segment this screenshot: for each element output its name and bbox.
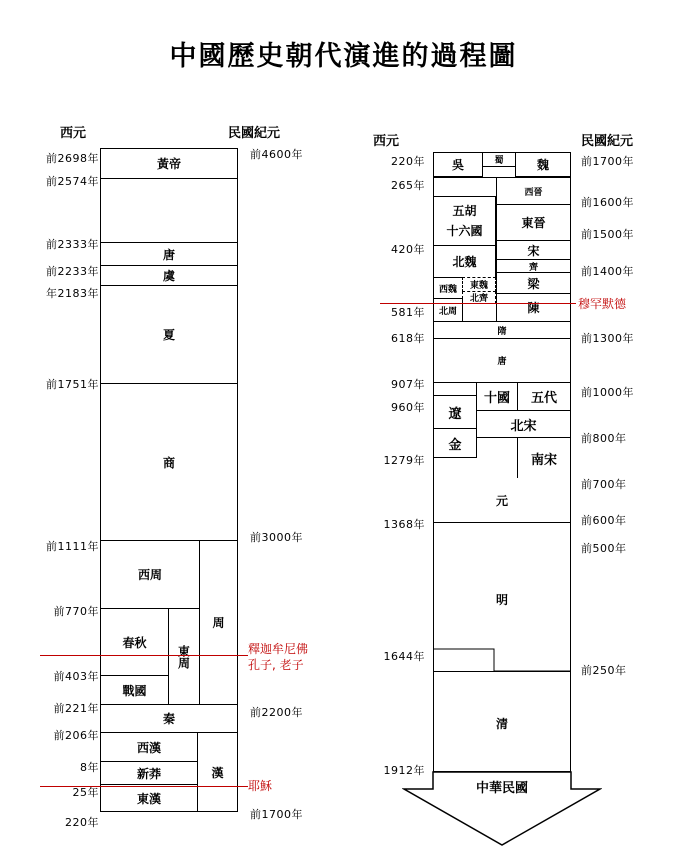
right-roc-label: 前250年 xyxy=(581,664,627,677)
left-roc-label: 前3000年 xyxy=(250,531,303,544)
dynasty-xizhou: 西周 xyxy=(100,540,200,609)
dynasty-liao: 遼 xyxy=(433,395,477,429)
right-ad-label: 420年 xyxy=(391,243,425,256)
dynasty-dongwei: 東魏 xyxy=(462,277,496,292)
dynasty-qin: 秦 xyxy=(100,704,238,733)
right-roc-label: 前1400年 xyxy=(581,265,634,278)
dynasty-wei: 魏 xyxy=(515,152,571,177)
left-ad-label: 220年 xyxy=(65,816,99,829)
dynasty-song: 宋 xyxy=(496,240,571,260)
dynasty-liang: 梁 xyxy=(496,272,571,294)
dynasty-wuhu-label: 五胡 xyxy=(452,204,477,218)
dynasty-qi: 齊 xyxy=(496,259,571,273)
left-ad-label: 前2233年 xyxy=(46,265,99,278)
ming-qing-boundary xyxy=(433,648,571,678)
right-roc-label: 前1500年 xyxy=(581,228,634,241)
dynasty-donghan: 東漢 xyxy=(100,784,198,812)
divider xyxy=(433,457,477,458)
right-ad-label: 907年 xyxy=(391,378,425,391)
right-ad-header: 西元 xyxy=(373,134,400,149)
dynasty-wuhu xyxy=(433,196,496,246)
red-marker-line xyxy=(40,655,248,656)
left-roc-label: 前1700年 xyxy=(250,808,303,821)
page-title: 中國歷史朝代演進的過程圖 xyxy=(169,41,518,72)
right-roc-label: 前1000年 xyxy=(581,386,634,399)
dynasty-han: 漢 xyxy=(197,732,238,812)
dynasty-chunqiu: 春秋 xyxy=(100,608,169,676)
right-ad-label: 960年 xyxy=(391,401,425,414)
dynasty-dongjin: 東晉 xyxy=(496,204,571,241)
dynasty-shu: 蜀 xyxy=(482,152,516,167)
left-ad-label: 前2333年 xyxy=(46,238,99,251)
annotation-muhanmode: 穆罕默德 xyxy=(578,297,627,311)
right-roc-label: 前700年 xyxy=(581,478,627,491)
red-marker-line xyxy=(380,303,576,304)
dynasty-ming: 明 xyxy=(433,522,571,672)
right-ad-label: 1368年 xyxy=(383,518,425,531)
dynasty-yuan: 元 xyxy=(433,478,571,523)
dynasty-tang: 唐 xyxy=(100,242,238,266)
right-ad-label: 1912年 xyxy=(383,764,425,777)
right-ad-label: 618年 xyxy=(391,332,425,345)
annotation-yesu: 耶穌 xyxy=(248,779,273,793)
dynasty-huangdi: 黃帝 xyxy=(100,148,238,179)
dynasty-zhonghua: 中華民國 xyxy=(475,780,528,796)
dynasty-xia: 夏 xyxy=(100,285,238,384)
dynasty-beiqi: 北齊 xyxy=(462,291,496,304)
dynasty-beisong: 北宋 xyxy=(476,410,571,438)
dynasty-beiwei: 北魏 xyxy=(433,245,496,278)
dynasty-jin: 金 xyxy=(433,428,477,458)
left-ad-label: 前2574年 xyxy=(46,175,99,188)
right-ad-label: 581年 xyxy=(391,306,425,319)
left-roc-header: 民國紀元 xyxy=(228,126,281,141)
dynasty-xiwei: 西魏 xyxy=(433,277,463,299)
annotation-shijia: 釋迦牟尼佛 xyxy=(248,642,309,656)
right-ad-label: 265年 xyxy=(391,179,425,192)
left-roc-label: 前2200年 xyxy=(250,706,303,719)
dynasty-zhou: 周 xyxy=(199,540,238,705)
dynasty-shiguo: 十國 xyxy=(476,382,518,411)
dynasty-sui: 隋 xyxy=(433,321,571,339)
left-ad-header: 西元 xyxy=(60,126,87,141)
left-ad-label: 25年 xyxy=(72,786,99,799)
dynasty-wu: 吳 xyxy=(433,152,483,177)
right-roc-label: 前800年 xyxy=(581,432,627,445)
left-ad-label: 前403年 xyxy=(53,670,99,683)
right-roc-label: 前500年 xyxy=(581,542,627,555)
right-roc-label: 前1300年 xyxy=(581,332,634,345)
red-marker-line xyxy=(40,786,248,787)
dynasty-zhanguo: 戰國 xyxy=(100,675,169,705)
left-ad-label: 年2183年 xyxy=(46,287,99,300)
left-ad-label: 前221年 xyxy=(53,702,99,715)
right-roc-header: 民國紀元 xyxy=(581,134,634,149)
left-ad-label: 8年 xyxy=(80,761,99,774)
left-ad-label: 前1751年 xyxy=(46,378,99,391)
dynasty-qing: 清 xyxy=(495,716,508,731)
dynasty-xijin: 西晉 xyxy=(496,177,571,205)
dynasty-xinmang: 新莽 xyxy=(100,761,198,785)
right-ad-label: 220年 xyxy=(391,155,425,168)
right-roc-label: 前1700年 xyxy=(581,155,634,168)
annotation-kongzi: 孔子, 老子 xyxy=(248,658,304,672)
dynasty-beizhou: 北周 xyxy=(433,298,463,322)
left-ad-label: 前1111年 xyxy=(46,540,99,553)
right-ad-label: 1279年 xyxy=(383,454,425,467)
left-ad-label: 前770年 xyxy=(53,605,99,618)
right-roc-label: 前600年 xyxy=(581,514,627,527)
dynasty-chen: 陳 xyxy=(496,293,571,322)
dynasty-shiliuguo-label: 十六國 xyxy=(446,224,483,238)
dynasty-tang2: 唐 xyxy=(433,338,571,383)
left-ad-label: 前206年 xyxy=(53,729,99,742)
dynasty-xihan: 西漢 xyxy=(100,732,198,762)
dynasty-nansong: 南宋 xyxy=(517,437,571,479)
left-roc-label: 前4600年 xyxy=(250,148,303,161)
right-ad-label: 1644年 xyxy=(383,650,425,663)
right-roc-label: 前1600年 xyxy=(581,196,634,209)
dynasty-dongzhou: 東周 xyxy=(168,608,200,705)
dynasty-wudai: 五代 xyxy=(517,382,571,411)
dynasty-yu: 虞 xyxy=(100,265,238,286)
left-ad-label: 前2698年 xyxy=(46,152,99,165)
dynasty-shang: 商 xyxy=(100,383,238,541)
